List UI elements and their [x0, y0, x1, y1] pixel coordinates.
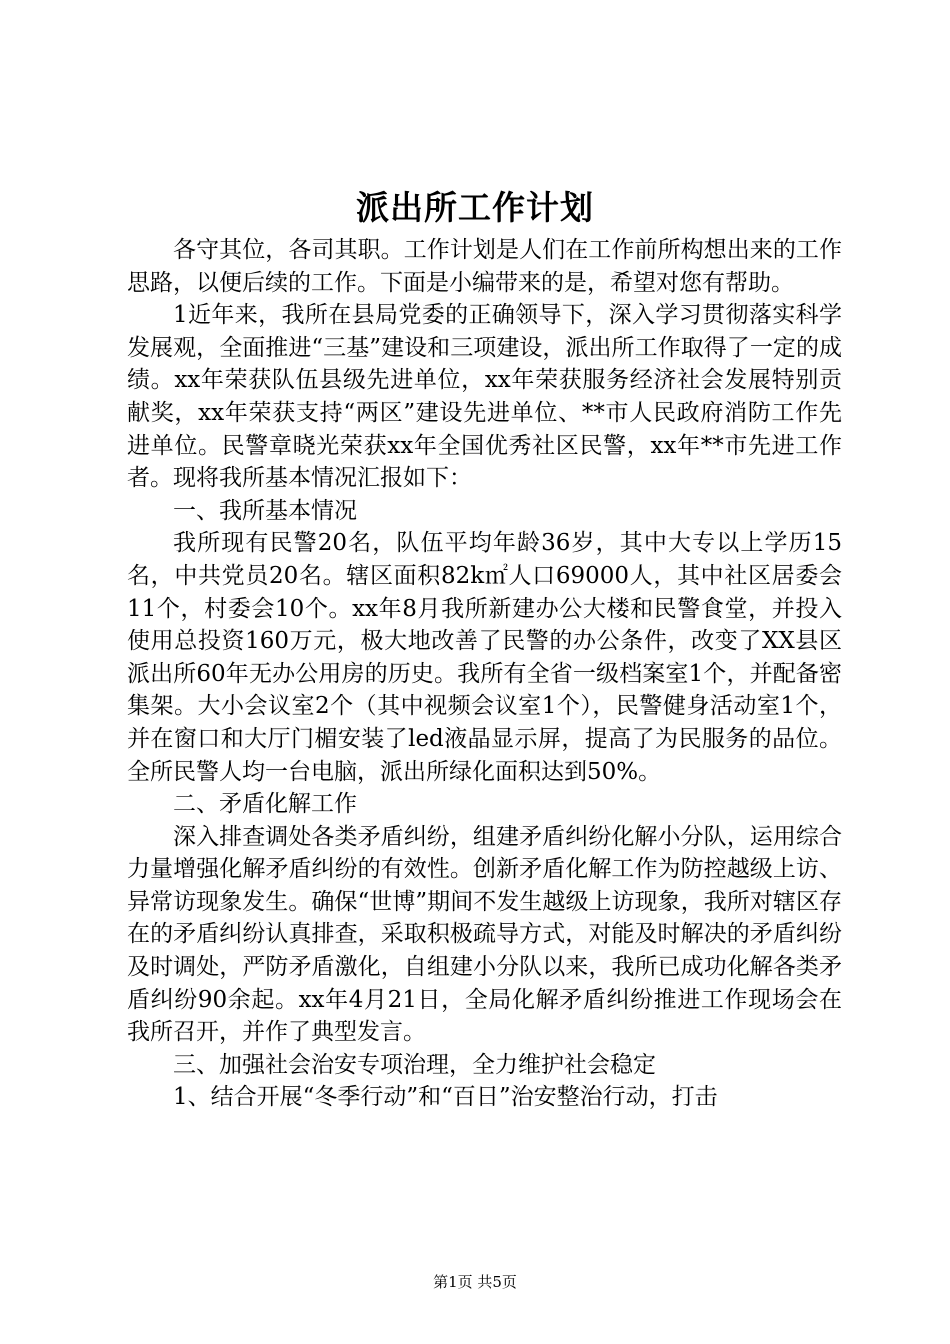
overview-paragraph: 1近年来，我所在县局党委的正确领导下，深入学习贯彻落实科学发展观，全面推进“三基”建设和三项建设，派出所工作取得了一定的成绩。xx年荣获队伍县级先进单位，xx年荣获服务经济社会发展特别贡献奖，xx年荣获支持“两区”建设先进单位、**市人民政府消防工作先进单位。民警章晓光荣获xx年全国优秀社区民警，xx年**市先进工作者。现将我所基本情况汇报如下： [127, 302, 842, 492]
conflict-resolution-paragraph: 深入排查调处各类矛盾纠纷，组建矛盾纠纷化解小分队，运用综合力量增强化解矛盾纠纷的有效性。创新矛盾化解工作为防控越级上访、异常访现象发生。确保“世博”期间不发生越级上访现象，我所对辖区存在的矛盾纠纷认真排查，采取积极疏导方式，对能及时解决的矛盾纠纷及时调处，严防矛盾激化，自组建小分队以来，我所已成功化解各类矛盾纠纷90余起。xx年4月21日，全局化解矛盾纠纷推进工作现场会在我所召开，并作了典型发言。 [127, 823, 842, 1046]
document-title: 派出所工作计划 [356, 188, 594, 227]
section-heading-conflict-resolution: 二、矛盾化解工作 [173, 791, 357, 818]
page-number-footer: 第1页 共5页 [433, 1273, 517, 1291]
basic-info-paragraph: 我所现有民警20名，队伍平均年龄36岁，其中大专以上学历15名，中共党员20名。辖区面积82k㎡人口69000人，其中社区居委会11个，村委会10个。xx年8月我所新建办公大楼和民警食堂，并投入使用总投资160万元，极大地改善了民警的办公条件，改变了XX县区派出所60年无办公用房的历史。我所有全省一级档案室1个，并配备密集架。大小会议室2个（其中视频会议室1个），民警健身活动室1个，并在窗口和大厅门楣安装了led液晶显示屏，提高了为民服务的品位。全所民警人均一台电脑，派出所绿化面积达到50%。 [127, 530, 842, 785]
intro-paragraph: 各守其位，各司其职。工作计划是人们在工作前所构想出来的工作思路，以便后续的工作。下面是小编带来的是，希望对您有帮助。 [127, 237, 842, 296]
public-security-paragraph: 1、结合开展“冬季行动”和“百日”治安整治行动，打击 [173, 1084, 718, 1111]
document-body [127, 234, 842, 1114]
section-heading-basic-info: 一、我所基本情况 [173, 497, 357, 524]
section-heading-public-security: 三、加强社会治安专项治理，全力维护社会稳定 [173, 1051, 656, 1078]
